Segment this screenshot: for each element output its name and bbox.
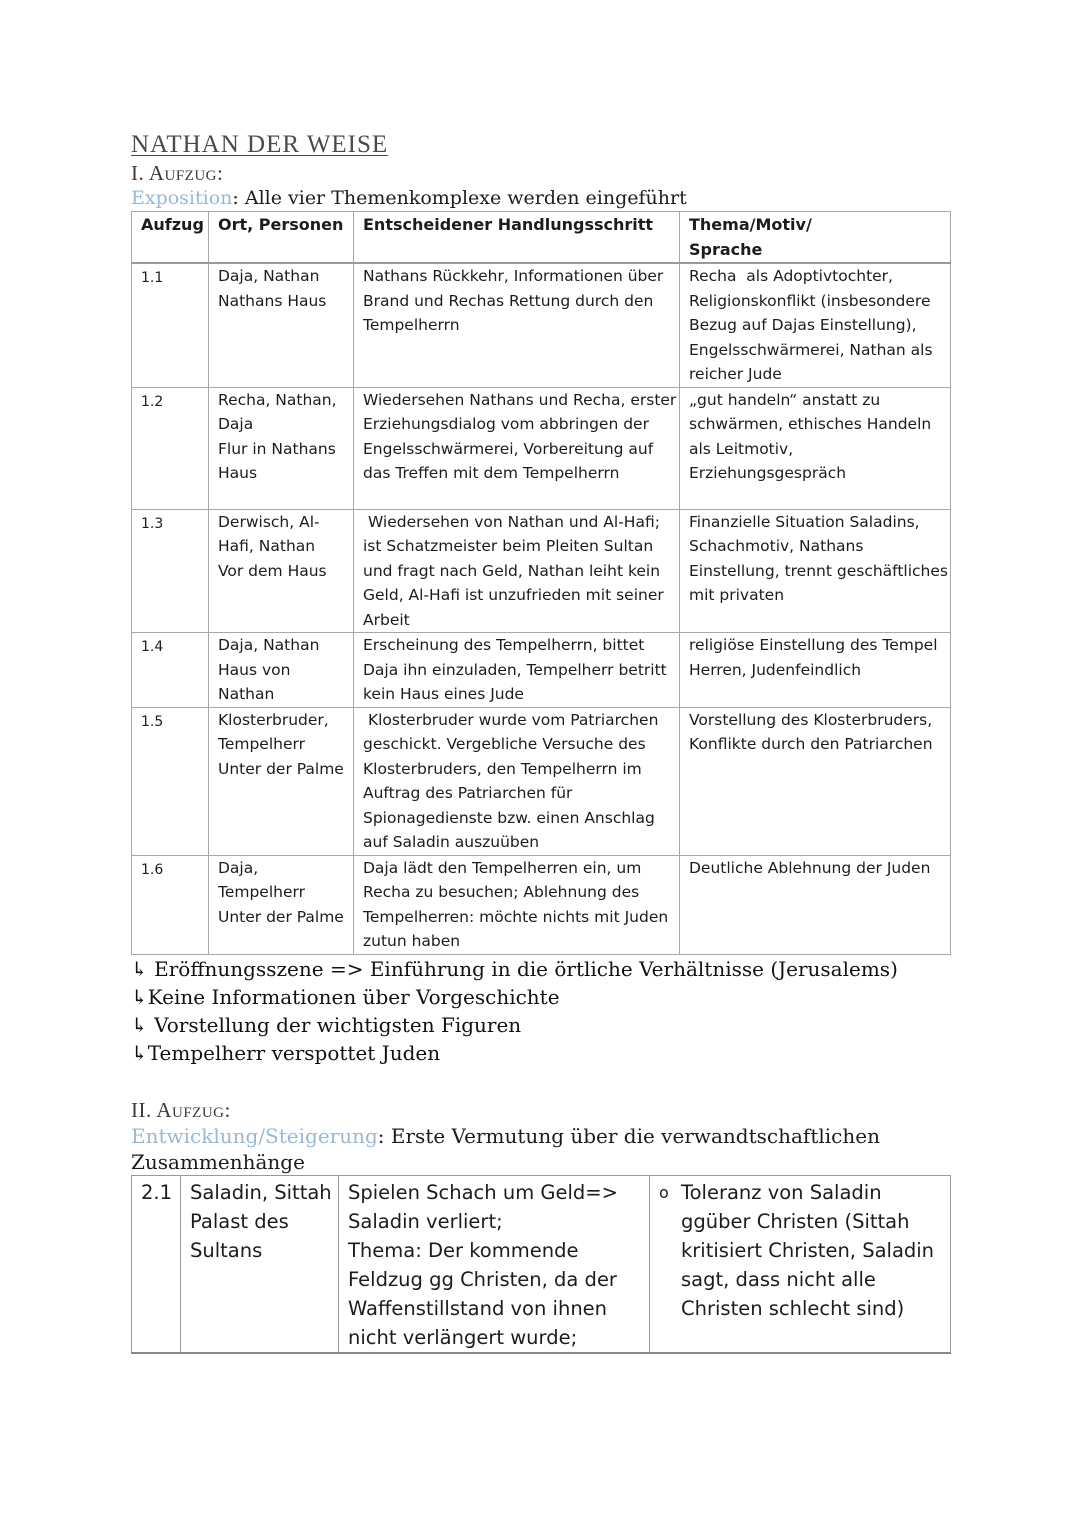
row-number: 1.4	[132, 633, 209, 708]
row-ort: Recha, Nathan, Daja Flur in Nathans Haus	[209, 387, 354, 509]
row-thema: „gut handeln“ anstatt zu schwärmen, ethisches Handeln als Leitmotiv, Erziehungsgespräch	[680, 387, 951, 509]
row-handlung: Daja lädt den Tempelherren ein, um Recha zu besuchen; Ablehnung des Tempelherren: möchte nichts mit Juden zutun haben	[354, 855, 680, 954]
row-thema: Finanzielle Situation Saladins, Schachmotiv, Nathans Einstellung, trennt geschäftliches mit privaten	[680, 509, 951, 633]
section1-phase-text: : Alle vier Themenkomplexe werden eingeführt	[232, 187, 687, 209]
row-number: 1.3	[132, 509, 209, 633]
table-row	[132, 1175, 951, 1353]
table-row	[132, 387, 951, 509]
col-header-thema: Thema/Motiv/ Sprache	[680, 212, 951, 264]
row-handlung: Erscheinung des Tempelherrn, bittet Daja ihn einzuladen, Tempelherr betritt kein Haus eines Jude	[354, 633, 680, 708]
col-header-ort: Ort, Personen	[209, 212, 354, 264]
row-ort: Klosterbruder, Tempelherr Unter der Palme	[209, 707, 354, 855]
note-line: ↳Keine Informationen über Vorgeschichte	[131, 984, 560, 1009]
section1-table	[131, 211, 951, 955]
section1-phase-line	[131, 186, 950, 211]
row-thema: Vorstellung des Klosterbruders, Konflikte durch den Patriarchen	[680, 707, 951, 855]
row-number: 1.6	[132, 855, 209, 954]
table-row	[132, 263, 951, 387]
row-number: 1.5	[132, 707, 209, 855]
section1-heading: I. Aufzug:	[131, 161, 224, 185]
note-line: ↳ Vorstellung der wichtigsten Figuren	[131, 1012, 522, 1037]
table-row	[132, 509, 951, 633]
row-ort: Daja, Tempelherr Unter der Palme	[209, 855, 354, 954]
row-ort: Derwisch, Al-Hafi, Nathan Vor dem Haus	[209, 509, 354, 633]
row-thema: Toleranz von Saladin ggüber Christen (Sittah kritisiert Christen, Saladin sagt, dass nicht alle Christen schlecht sind)	[681, 1180, 935, 1320]
document-title: NATHAN DER WEISE	[131, 131, 389, 158]
section2-heading: II. Aufzug:	[131, 1097, 231, 1122]
note-line: ↳ Eröffnungsszene => Einführung in die örtliche Verhältnisse (Jerusalems)	[131, 956, 898, 981]
bullet-marker: o	[659, 1182, 669, 1202]
section2-table	[131, 1175, 951, 1354]
row-ort: Daja, Nathan Haus von Nathan	[209, 633, 354, 708]
document-page	[131, 130, 950, 1354]
table-header-row	[132, 212, 951, 264]
col-header-handlung: Entscheidener Handlungsschritt	[354, 212, 680, 264]
row-handlung: Nathans Rückkehr, Informationen über Brand und Rechas Rettung durch den Tempelherrn	[354, 263, 680, 387]
row-number: 1.2	[132, 387, 209, 509]
row-handlung: Klosterbruder wurde vom Patriarchen geschickt. Vergebliche Versuche des Klosterbruders, den Tempelherrn im Auftrag des Patriarchen für Spionagedienste bzw. einen Anschlag auf Saladin auszuüben	[354, 707, 680, 855]
row-handlung: Wiedersehen von Nathan und Al-Hafi; ist Schatzmeister beim Pleiten Sultan und fragt nach Geld, Nathan leiht kein Geld, Al-Hafi ist unzufrieden mit seiner Arbeit	[354, 509, 680, 633]
row-thema: Recha als Adoptivtochter, Religionskonflikt (insbesondere Bezug auf Dajas Einstellung), Engelsschwärmerei, Nathan als reicher Jude	[680, 263, 951, 387]
row-thema-cell	[650, 1175, 951, 1353]
table-row	[132, 633, 951, 708]
row-ort: Saladin, Sittah Palast des Sultans	[181, 1175, 339, 1353]
row-thema: religiöse Einstellung des Tempel Herren, Judenfeindlich	[680, 633, 951, 708]
row-ort: Daja, Nathan Nathans Haus	[209, 263, 354, 387]
table-row	[132, 855, 951, 954]
table-row	[132, 707, 951, 855]
section2-phase-text: : Erste Vermutung über die verwandtschaftlichen Zusammenhänge	[131, 1123, 880, 1174]
section2-phase-label: Entwicklung/Steigerung	[131, 1123, 378, 1148]
section1-notes	[131, 955, 950, 1067]
row-number: 2.1	[132, 1175, 181, 1353]
row-number: 1.1	[132, 263, 209, 387]
section2-phase-line	[131, 1123, 950, 1175]
col-header-aufzug: Aufzug	[132, 212, 209, 264]
section1-phase-label: Exposition	[131, 187, 233, 209]
note-line: ↳Tempelherr verspottet Juden	[131, 1040, 441, 1065]
row-handlung: Spielen Schach um Geld=> Saladin verliert; Thema: Der kommende Feldzug gg Christen, da der Waffenstillstand von ihnen nicht verlängert wurde;	[339, 1175, 650, 1353]
row-thema: Deutliche Ablehnung der Juden	[680, 855, 951, 954]
row-handlung: Wiedersehen Nathans und Recha, erster Erziehungsdialog vom abbringen der Engelsschwärmerei, Vorbereitung auf das Treffen mit dem Tempelherrn	[354, 387, 680, 509]
